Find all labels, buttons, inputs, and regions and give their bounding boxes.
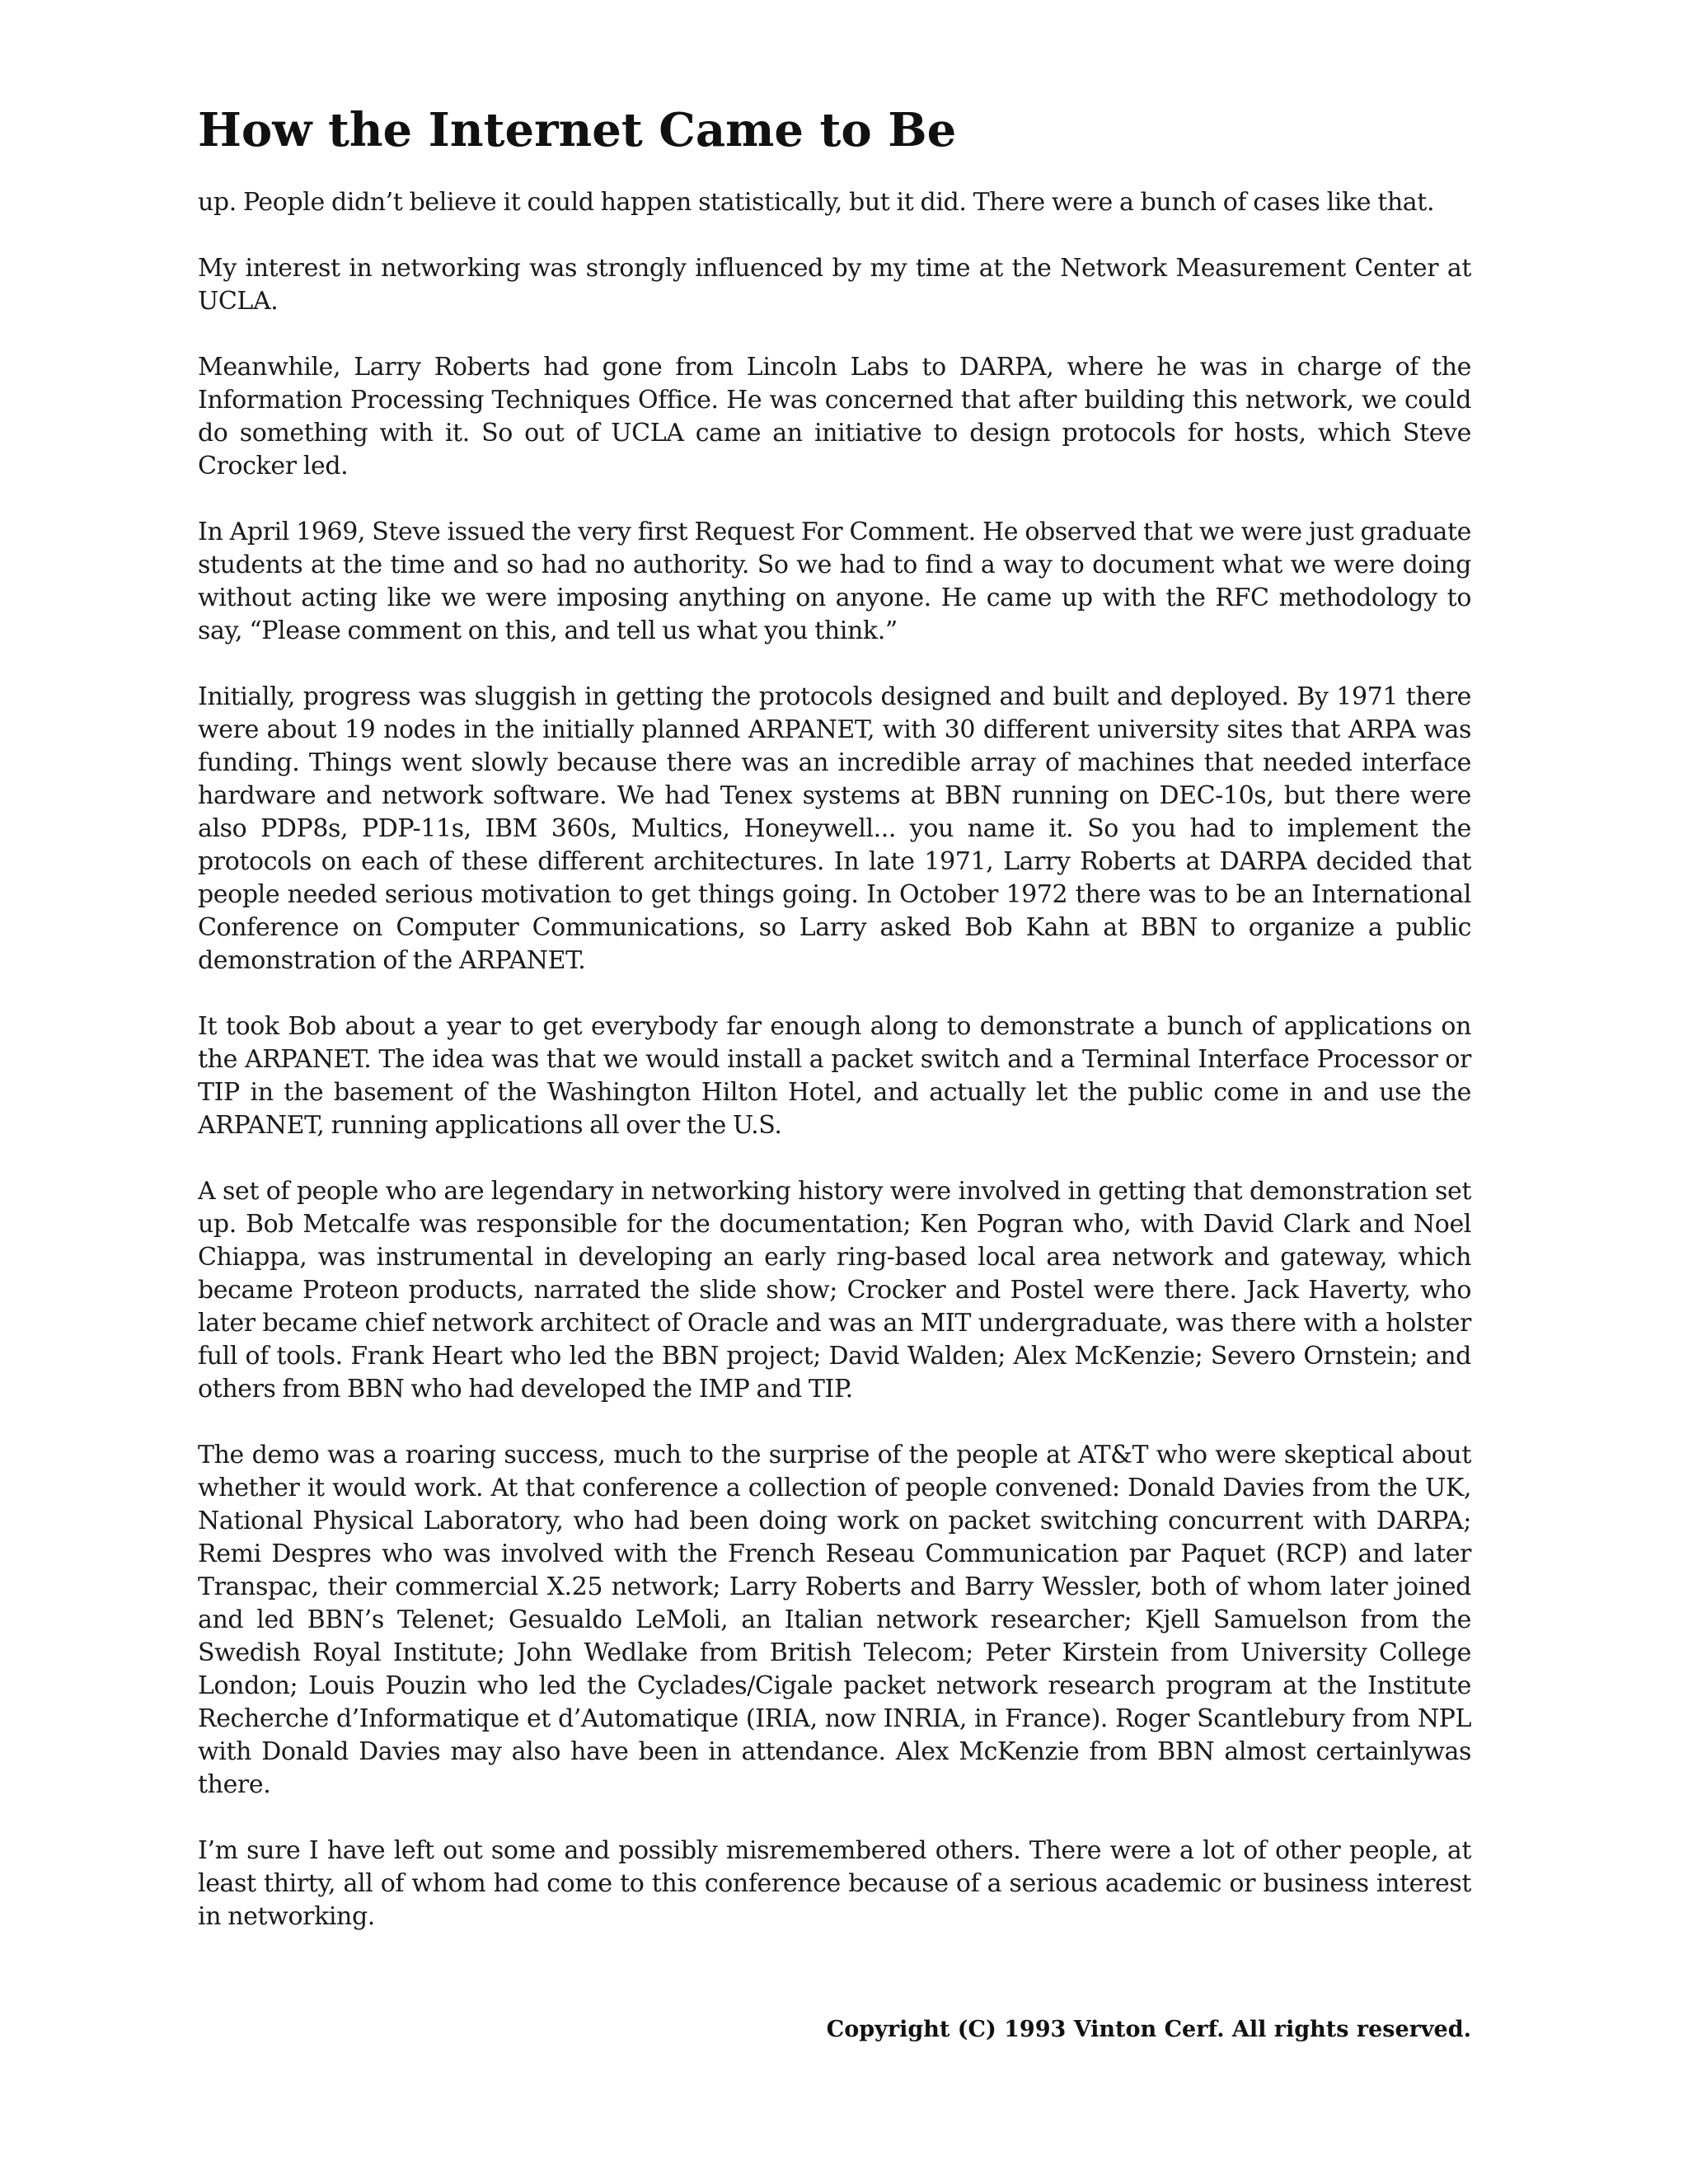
paragraph: It took Bob about a year to get everybody far enough along to demonstrate a bunch of applications on the ARPANET. The idea was that we would install a packet switch and a Terminal Interface Processor or TIP in the basement of the Washington Hilton Hotel, and actually let the public come in and use the ARPANET, running applications all over the U.S.	[198, 1012, 1471, 1140]
paragraph: up. People didn’t believe it could happen statistically, but it did. There were a bunch of cases like that.	[198, 188, 1435, 217]
paragraph: My interest in networking was strongly influenced by my time at the Network Measurement Center at UCLA.	[198, 254, 1471, 316]
paragraph: Initially, progress was sluggish in getting the protocols designed and built and deployed. By 1971 there were about 19 nodes in the initially planned ARPANET, with 30 different university sites that ARPA was funding. Things went slowly because there was an incredible array of machines that needed interface hardware and network software. We had Tenex systems at BBN running on DEC-10s, but there were also PDP8s, PDP-11s, IBM 360s, Multics, Honeywell... you name it. So you had to implement the protocols on each of these different architectures. In late 1971, Larry Roberts at DARPA decided that people needed serious motivation to get things going. In October 1972 there was to be an International Conference on Computer Communications, so Larry asked Bob Kahn at BBN to organize a public demonstration of the ARPANET.	[198, 682, 1471, 975]
document-page	[198, 99, 1471, 1933]
paragraph: The demo was a roaring success, much to the surprise of the people at AT&T who were skeptical about whether it would work. At that conference a collection of people convened: Donald Davies from the UK, National Physical Laboratory, who had been doing work on packet switching concurrent with DARPA; Remi Despres who was involved with the French Reseau Communication par Paquet (RCP) and later Transpac, their commercial X.25 network; Larry Roberts and Barry Wessler, both of whom later joined and led BBN’s Telenet; Gesualdo LeMoli, an Italian network researcher; Kjell Samuelson from the Swedish Royal Institute; John Wedlake from British Telecom; Peter Kirstein from University College London; Louis Pouzin who led the Cyclades/Cigale packet network research program at the Institute Recherche d’Informatique et d’Automatique (IRIA, now INRIA, in France). Roger Scantlebury from NPL with Donald Davies may also have been in attendance. Alex McKenzie from BBN almost certainlywas there.	[198, 1441, 1471, 1799]
paragraph: A set of people who are legendary in networking history were involved in getting that demonstration set up. Bob Metcalfe was responsible for the documentation; Ken Pogran who, with David Clark and Noel Chiappa, was instrumental in developing an early ring-based local area network and gateway, which became Proteon products, narrated the slide show; Crocker and Postel were there. Jack Haverty, who later became chief network architect of Oracle and was an MIT undergraduate, was there with a holster full of tools. Frank Heart who led the BBN project; David Walden; Alex McKenzie; Severo Ornstein; and others from BBN who had developed the IMP and TIP.	[198, 1177, 1471, 1404]
paragraph: In April 1969, Steve issued the very first Request For Comment. He observed that we were just graduate students at the time and so had no authority. So we had to find a way to document what we were doing without acting like we were imposing anything on anyone. He came up with the RFC methodology to say, “Please comment on this, and tell us what you think.”	[198, 518, 1471, 645]
paragraph: Meanwhile, Larry Roberts had gone from Lincoln Labs to DARPA, where he was in charge of the Information Processing Techniques Office. He was concerned that after building this network, we could do something with it. So out of UCLA came an initiative to design protocols for hosts, which Steve Crocker led.	[198, 353, 1471, 480]
page-title: How the Internet Came to Be	[198, 103, 957, 157]
copyright-notice: Copyright (C) 1993 Vinton Cerf. All rights reserved.	[826, 2017, 1471, 2042]
paragraph: I’m sure I have left out some and possibly misremembered others. There were a lot of other people, at least thirty, all of whom had come to this conference because of a serious academic or business interest in networking.	[198, 1836, 1471, 1931]
article-body	[198, 186, 1471, 1933]
